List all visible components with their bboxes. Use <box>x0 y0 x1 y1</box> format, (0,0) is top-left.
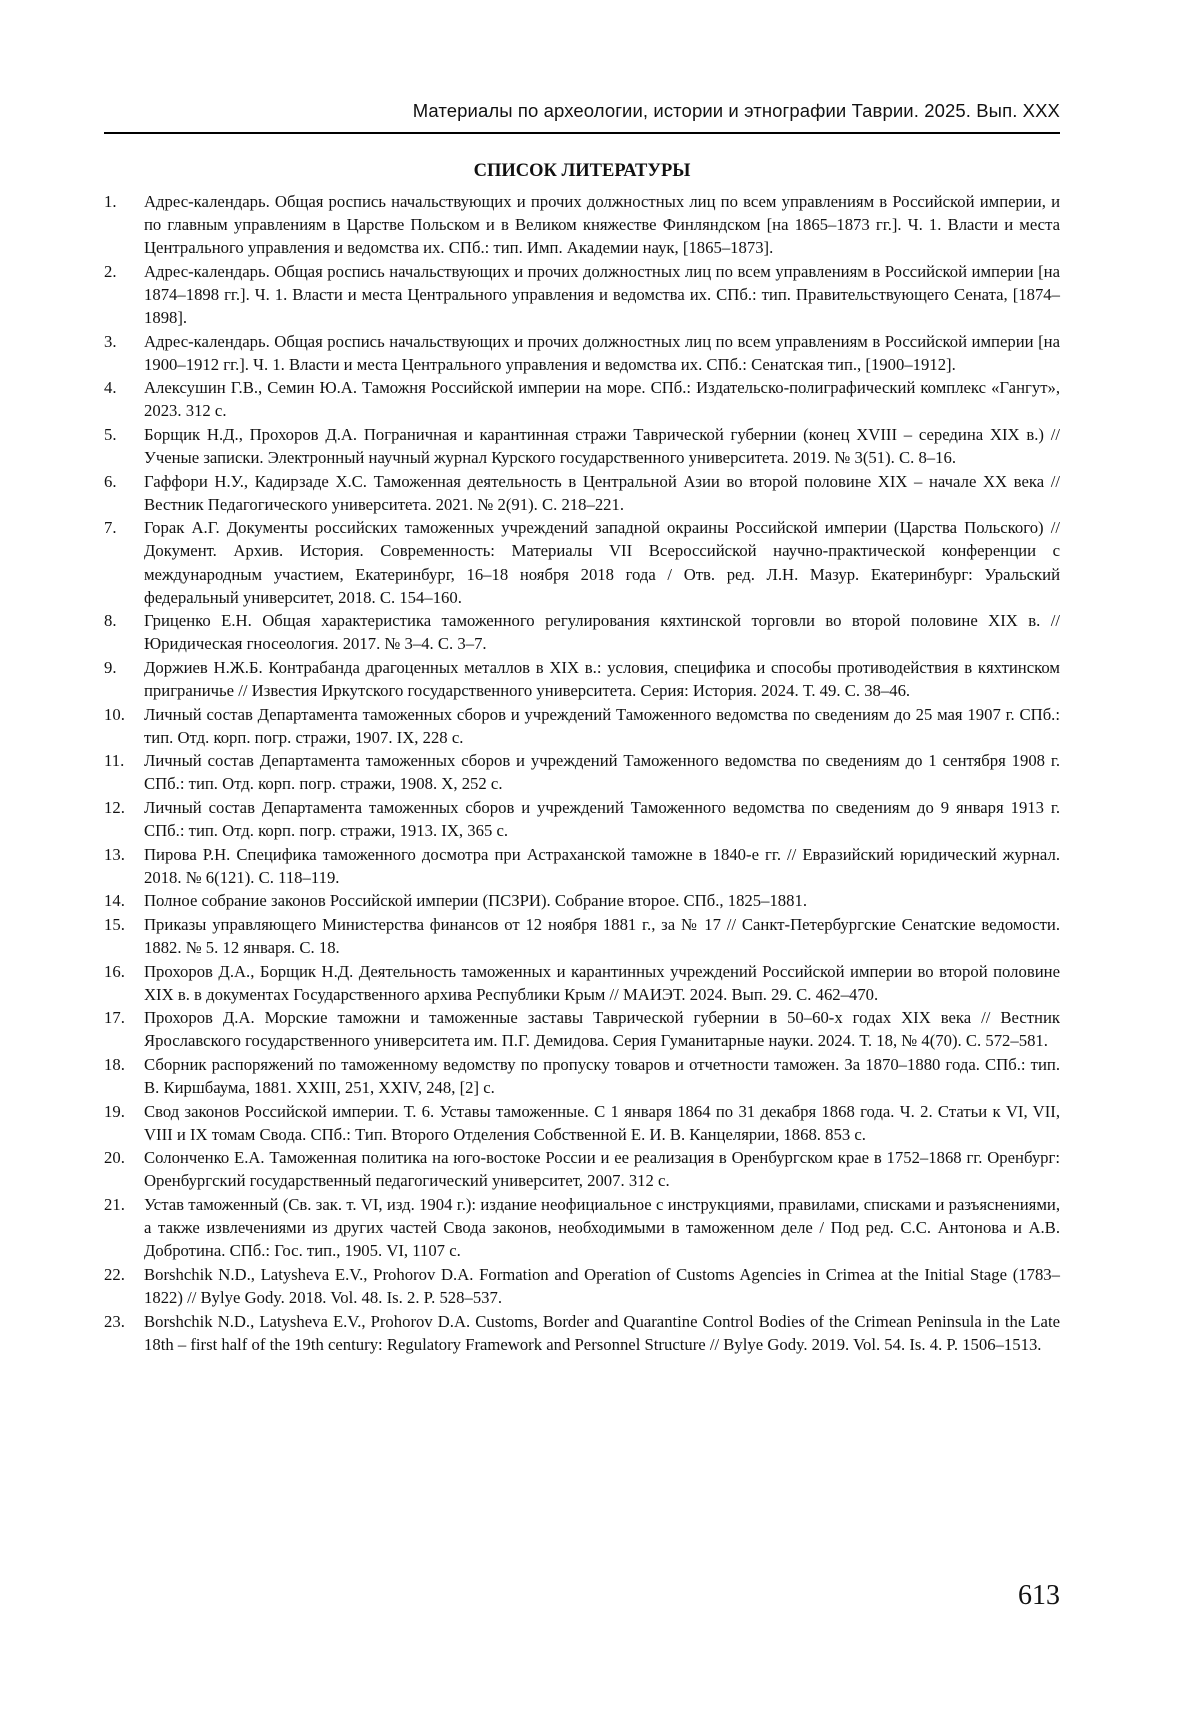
reference-text: Адрес-календарь. Общая роспись начальствующих и прочих должностных лиц по всем управлениям в Российской империи [на 1874–1898 гг.]. Ч. 1. Власти и места Центрального управления и ведомства их. СПб.: тип. Правительствующего Сената, [1874–1898]. <box>144 261 1060 327</box>
reference-text: Свод законов Российской империи. Т. 6. Уставы таможенные. С 1 января 1864 по 31 декабря 1868 года. Ч. 2. Статьи к VI, VII, VIII и IX томам Свода. СПб.: Тип. Второго Отделения Собственной Е. И. В. Канцелярии, 1868. 853 с. <box>144 1101 1060 1144</box>
reference-item <box>104 330 1060 376</box>
reference-text: Borshchik N.D., Latysheva E.V., Prohorov D.A. Formation and Operation of Customs Agencies in Crimea at the Initial Stage (1783–1822) // Bylye Gody. 2018. Vol. 48. Is. 2. P. 528–537. <box>144 1264 1060 1307</box>
reference-text: Приказы управляющего Министерства финансов от 12 ноября 1881 г., за № 17 // Санкт-Петербургские Сенатские ведомости. 1882. № 5. 12 января. С. 18. <box>144 914 1060 957</box>
reference-number: 5. <box>104 424 117 444</box>
reference-number: 7. <box>104 518 117 538</box>
page-number: 613 <box>1018 1580 1060 1611</box>
reference-item <box>104 376 1060 422</box>
reference-number: 18. <box>104 1054 125 1074</box>
reference-item <box>104 843 1060 889</box>
reference-number: 4. <box>104 378 117 398</box>
reference-item <box>104 470 1060 516</box>
reference-item <box>104 1006 1060 1052</box>
reference-number: 15. <box>104 914 125 934</box>
reference-number: 10. <box>104 704 125 724</box>
reference-number: 19. <box>104 1101 125 1121</box>
header-rule <box>104 132 1060 134</box>
reference-text: Гаффори Н.У., Кадирзаде Х.С. Таможенная деятельность в Центральной Азии во второй половине XIX – начале XX века // Вестник Педагогического университета. 2021. № 2(91). С. 218–221. <box>144 471 1060 514</box>
reference-text: Борщик Н.Д., Прохоров Д.А. Пограничная и карантинная стражи Таврической губернии (конец XVIII – середина XIX в.) // Ученые записки. Электронный научный журнал Курского государственного университета. 2019. № 3(51). С. 8–16. <box>144 424 1060 468</box>
reference-item <box>104 1310 1060 1356</box>
reference-text: Личный состав Департамента таможенных сборов и учреждений Таможенного ведомства по сведениям до 1 сентября 1908 г. СПб.: тип. Отд. корп. погр. стражи, 1908. X, 252 с. <box>144 751 1060 794</box>
reference-number: 16. <box>104 961 125 981</box>
reference-list <box>104 190 1060 1356</box>
reference-text: Адрес-календарь. Общая роспись начальствующих и прочих должностных лиц по всем управлениям в Российской империи [на 1900–1912 гг.]. Ч. 1. Власти и места Центрального управления и ведомства их. СПб.: Сенатская тип., [1900–1912]. <box>144 331 1060 374</box>
reference-text: Горак А.Г. Документы российских таможенных учреждений западной окраины Российской империи (Царства Польского) // Документ. Архив. История. Современность: Материалы VII Всероссийской научно-практической конференции с международным участием, Екатеринбург, 16–18 ноября 2018 года / Отв. ред. Л.Н. Мазур. Екатеринбург: Уральский федеральный университет, 2018. С. 154–160. <box>144 518 1060 607</box>
reference-text: Доржиев Н.Ж.Б. Контрабанда драгоценных металлов в XIX в.: условия, специфика и способы противодействия в кяхтинском приграничье // Известия Иркутского государственного университета. Серия: История. 2024. Т. 49. С. 38–46. <box>144 657 1060 700</box>
reference-text: Полное собрание законов Российской империи (ПСЗРИ). Собрание второе. СПб., 1825–1881. <box>144 891 807 911</box>
running-header: Материалы по археологии, истории и этнографии Таврии. 2025. Вып. XXX <box>412 100 1060 121</box>
reference-number: 3. <box>104 331 117 351</box>
reference-number: 12. <box>104 797 125 817</box>
reference-number: 23. <box>104 1311 125 1331</box>
reference-text: Личный состав Департамента таможенных сборов и учреждений Таможенного ведомства по сведениям до 9 января 1913 г. СПб.: тип. Отд. корп. погр. стражи, 1913. IX, 365 с. <box>144 797 1060 841</box>
reference-item <box>104 889 1060 912</box>
reference-number: 14. <box>104 891 125 911</box>
reference-number: 13. <box>104 844 125 864</box>
reference-text: Borshchik N.D., Latysheva E.V., Prohorov D.A. Customs, Border and Quarantine Control Bodies of the Crimean Peninsula in the Late 18th – first half of the 19th century: Regulatory Framework and Personnel Structure // Bylye Gody. 2019. Vol. 54. Is. 4. P. 1506–1513. <box>144 1311 1060 1354</box>
reference-text: Сборник распоряжений по таможенному ведомству по пропуску товаров и отчетности таможен. За 1870–1880 года. СПб.: тип. В. Киршбаума, 1881. XXIII, 251, XXIV, 248, [2] с. <box>144 1054 1060 1098</box>
reference-number: 9. <box>104 657 117 677</box>
reference-text: Прохоров Д.А. Морские таможни и таможенные заставы Таврической губернии в 50–60-х годах XIX века // Вестник Ярославского государственного университета им. П.Г. Демидова. Серия Гуманитарные науки. 2024. Т. 18, № 4(70). С. 572–581. <box>144 1008 1060 1051</box>
reference-text: Гриценко Е.Н. Общая характеристика таможенного регулирования кяхтинской торговли во второй половине XIX в. // Юридическая гносеология. 2017. № 3–4. С. 3–7. <box>144 611 1060 654</box>
reference-text: Устав таможенный (Св. зак. т. VI, изд. 1904 г.): издание неофициальное с инструкциями, правилами, списками и разъяснениями, а также извлечениями из других частей Свода законов, необходимыми в таможенном деле / Под ред. С.С. Антонова и А.В. Добротина. СПб.: Гос. тип., 1905. VI, 1107 с. <box>144 1195 1060 1261</box>
reference-text: Солонченко Е.А. Таможенная политика на юго-востоке России и ее реализация в Оренбургском крае в 1752–1868 гг. Оренбург: Оренбургский государственный педагогический университет, 2007. 312 с. <box>144 1148 1060 1191</box>
reference-text: Прохоров Д.А., Борщик Н.Д. Деятельность таможенных и карантинных учреждений Российской империи во второй половине XIX в. в документах Государственного архива Республики Крым // МАИЭТ. 2024. Вып. 29. С. 462–470. <box>144 961 1060 1004</box>
reference-item <box>104 190 1060 259</box>
reference-number: 17. <box>104 1008 125 1028</box>
reference-text: Алексушин Г.В., Семин Ю.А. Таможня Российской империи на море. СПб.: Издательско-полиграфический комплекс «Гангут», 2023. 312 с. <box>144 378 1060 421</box>
reference-item <box>104 703 1060 749</box>
reference-item <box>104 656 1060 702</box>
reference-item <box>104 749 1060 795</box>
reference-item <box>104 423 1060 469</box>
reference-number: 1. <box>104 192 117 211</box>
reference-item <box>104 1263 1060 1309</box>
reference-item <box>104 1053 1060 1099</box>
reference-text: Адрес-календарь. Общая роспись начальствующих и прочих должностных лиц по всем управлениям в Российской империи, и по главным управлениям в Царстве Польском и в Великом княжестве Финляндском [на 1865–1873 гг.]. Ч. 1. Власти и места Центрального управления и ведомства их. СПб.: тип. Имп. Академии наук, [1865–1873]. <box>144 192 1060 258</box>
reference-item <box>104 1146 1060 1192</box>
reference-number: 6. <box>104 471 117 491</box>
section-title: СПИСОК ЛИТЕРАТУРЫ <box>473 161 691 181</box>
reference-item <box>104 1193 1060 1262</box>
reference-item <box>104 1100 1060 1146</box>
reference-number: 8. <box>104 611 117 631</box>
reference-text: Личный состав Департамента таможенных сборов и учреждений Таможенного ведомства по сведениям до 25 мая 1907 г. СПб.: тип. Отд. корп. погр. стражи, 1907. IX, 228 с. <box>144 704 1060 747</box>
reference-item <box>104 516 1060 608</box>
reference-item <box>104 260 1060 329</box>
reference-item <box>104 960 1060 1006</box>
reference-item <box>104 913 1060 959</box>
reference-number: 22. <box>104 1264 125 1284</box>
reference-number: 21. <box>104 1195 125 1215</box>
reference-item <box>104 796 1060 842</box>
reference-text: Пирова Р.Н. Специфика таможенного досмотра при Астраханской таможне в 1840-е гг. // Евразийский юридический журнал. 2018. № 6(121). С. 118–119. <box>144 844 1060 887</box>
reference-number: 11. <box>104 751 125 771</box>
reference-item <box>104 609 1060 655</box>
reference-number: 2. <box>104 261 117 281</box>
reference-number: 20. <box>104 1148 125 1168</box>
